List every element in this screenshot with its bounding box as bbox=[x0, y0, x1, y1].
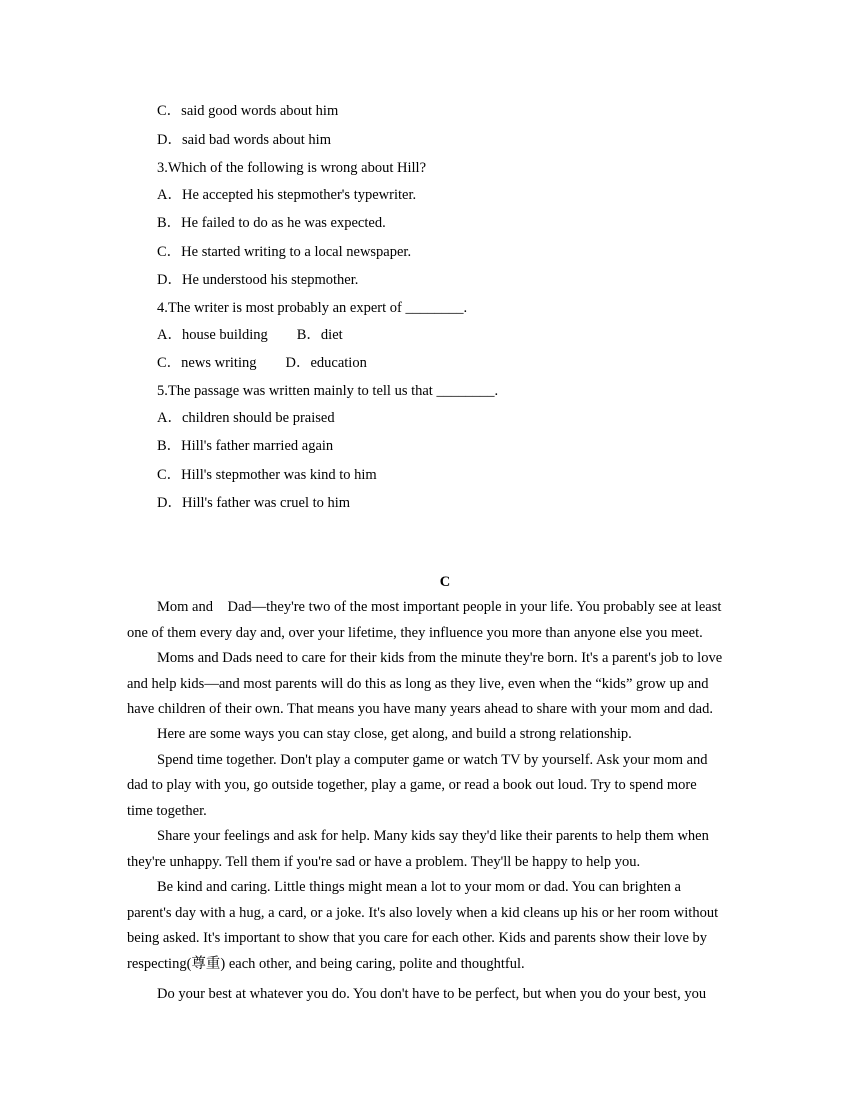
q5-stem: 5.The passage was written mainly to tell us that ________. bbox=[157, 383, 499, 399]
passage-line: Spend time together. Don't play a computer game or watch TV by yourself. Ask your mom and bbox=[157, 752, 708, 768]
q5-option-c: C．Hill's stepmother was kind to him bbox=[157, 467, 377, 483]
passage-line: have children of their own. That means you have many years ahead to share with your mom and dad. bbox=[127, 701, 713, 717]
passage-line: Moms and Dads need to care for their kids from the minute they're born. It's a parent's job to love bbox=[157, 650, 723, 666]
q2-option-c: C．said good words about him bbox=[157, 103, 339, 119]
q3-stem: 3.Which of the following is wrong about Hill? bbox=[157, 160, 427, 176]
passage-line: time together. bbox=[127, 803, 207, 819]
q5-option-a: A．children should be praised bbox=[157, 410, 335, 426]
q3-option-a: A．He accepted his stepmother's typewriter. bbox=[157, 187, 417, 203]
passage-line: being asked. It's important to show that you care for each other. Kids and parents show their love by bbox=[127, 930, 708, 946]
passage-title: C bbox=[439, 574, 451, 590]
passage-line: Mom and Dad—they're two of the most important people in your life. You probably see at least bbox=[157, 599, 722, 615]
passage-line: Be kind and caring. Little things might mean a lot to your mom or dad. You can brighten a bbox=[157, 879, 681, 895]
q3-option-c: C．He started writing to a local newspaper. bbox=[157, 244, 412, 260]
passage-line: Share your feelings and ask for help. Many kids say they'd like their parents to help them when bbox=[157, 828, 709, 844]
passage-line: Do your best at whatever you do. You don't have to be perfect, but when you do your best, you bbox=[157, 986, 707, 1002]
passage-line: one of them every day and, over your lifetime, they influence you more than anyone else you meet. bbox=[127, 625, 703, 641]
q3-option-b: B．He failed to do as he was expected. bbox=[157, 215, 386, 231]
q5-option-b: B．Hill's father married again bbox=[157, 438, 334, 454]
passage-line: respecting(尊重) each other, and being caring, polite and thoughtful. bbox=[127, 956, 525, 972]
passage-line: parent's day with a hug, a card, or a joke. It's also lovely when a kid cleans up his or her room without bbox=[127, 905, 719, 921]
passage-line: and help kids—and most parents will do this as long as they live, even when the “kids” grow up and bbox=[127, 676, 709, 692]
passage-line: they're unhappy. Tell them if you're sad or have a problem. They'll be happy to help you. bbox=[127, 854, 641, 870]
q3-option-d: D．He understood his stepmother. bbox=[157, 272, 359, 288]
q2-option-d: D．said bad words about him bbox=[157, 132, 331, 148]
q4-options-cd: C．news writing D．education bbox=[157, 355, 367, 371]
q4-stem: 4.The writer is most probably an expert of ________. bbox=[157, 300, 468, 316]
passage-line: dad to play with you, go outside together, play a game, or read a book out loud. Try to spend more bbox=[127, 777, 697, 793]
passage-line: Here are some ways you can stay close, get along, and build a strong relationship. bbox=[157, 726, 632, 742]
q5-option-d: D．Hill's father was cruel to him bbox=[157, 495, 351, 511]
q4-options-ab: A．house building B．diet bbox=[157, 327, 343, 343]
